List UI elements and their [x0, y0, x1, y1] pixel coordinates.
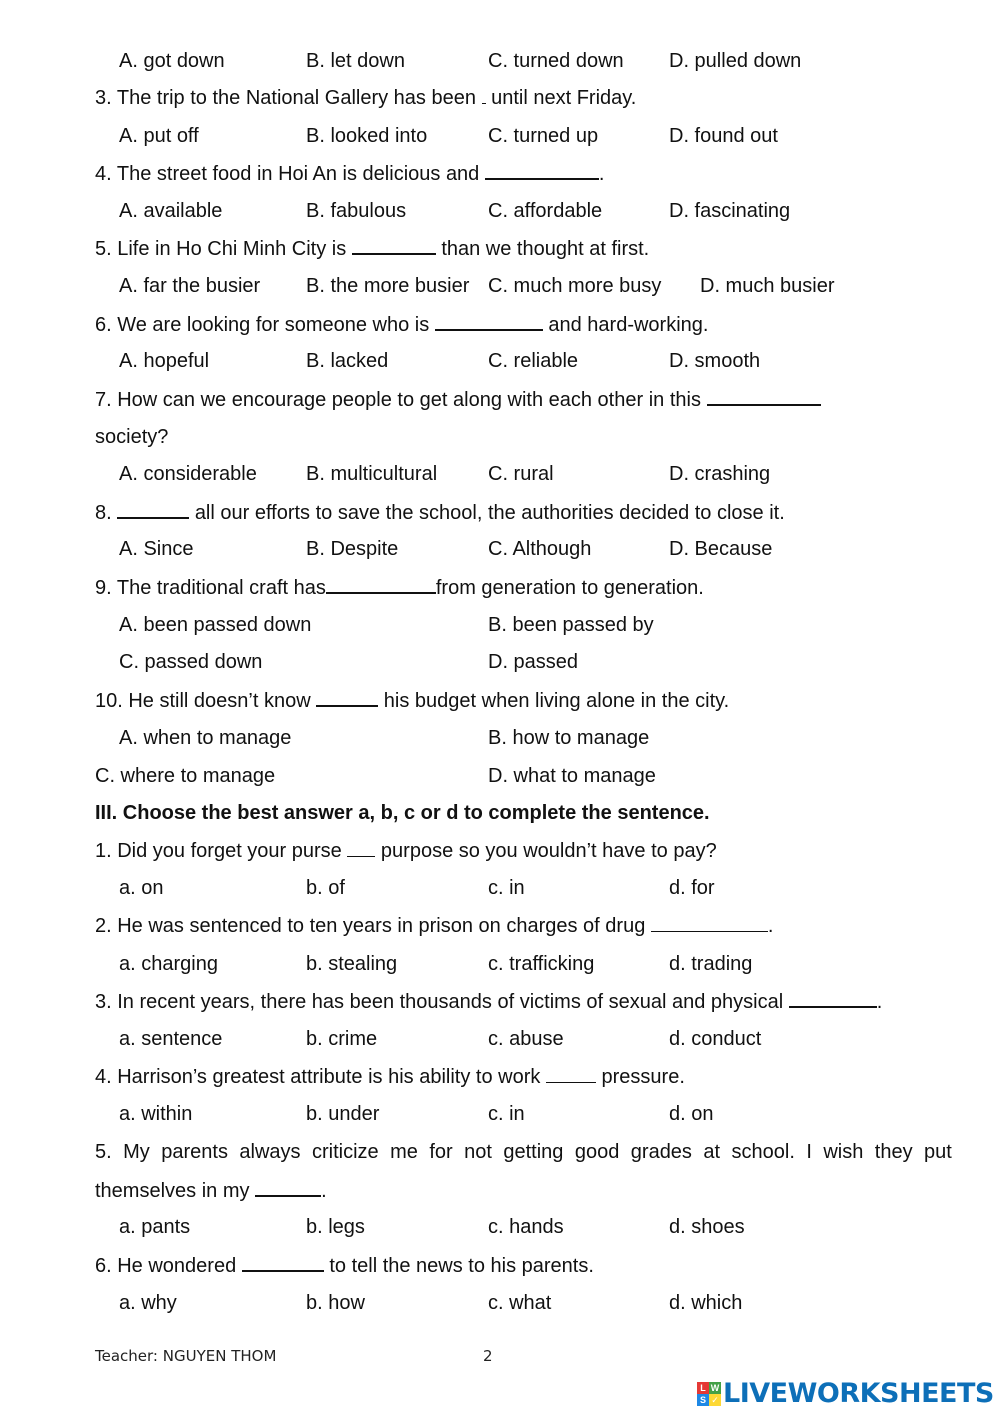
q6-text-pre: 6. We are looking for someone who is — [95, 314, 430, 336]
q10-answer-blank[interactable] — [316, 687, 378, 707]
q7-option-c: C. rural — [488, 463, 554, 485]
q5-option-c: C. much more busy — [488, 275, 662, 297]
q3-answer-blank[interactable] — [482, 85, 486, 104]
q5-answer-blank[interactable] — [352, 235, 436, 255]
q7-text-pre: 7. How can we encourage people to get along with each other in this — [95, 389, 701, 411]
s3-q2-option-c: c. trafficking — [488, 953, 595, 975]
q10-option-c: C. where to manage — [95, 765, 276, 787]
s3-q5-word: My — [123, 1141, 150, 1163]
s3-q6-text-post: to tell the news to his parents. — [329, 1255, 594, 1277]
q9-stem — [95, 574, 704, 601]
s3-q5-stem-continued — [95, 1177, 327, 1204]
q9-answer-blank[interactable] — [326, 574, 436, 594]
q5-text-pre: 5. Life in Ho Chi Minh City is — [95, 238, 347, 260]
q5-stem — [95, 235, 649, 262]
s3-q3-text-post: . — [876, 991, 883, 1013]
q8-option-b: B. Despite — [306, 538, 399, 560]
q8-option-d: D. Because — [669, 538, 773, 560]
s3-q5-option-d: d. shoes — [669, 1216, 745, 1238]
q4-text-post: . — [598, 163, 605, 185]
s3-q5-word: good — [574, 1141, 620, 1163]
q7-answer-blank[interactable] — [707, 386, 821, 406]
q10-option-a: A. when to manage — [119, 727, 292, 749]
s3-q2-option-a: a. charging — [119, 953, 218, 975]
s3-q3-text-pre: 3. In recent years, there has been thousands of victims of sexual and physical — [95, 991, 784, 1013]
q10-stem — [95, 687, 729, 714]
s3-q4-stem — [95, 1064, 685, 1090]
s3-q2-answer-blank[interactable] — [651, 913, 768, 932]
q6-answer-blank[interactable] — [435, 311, 543, 331]
s3-q4-option-c: c. in — [488, 1103, 525, 1125]
s3-q5-option-a: a. pants — [119, 1216, 191, 1238]
s3-q6-stem — [95, 1252, 594, 1279]
q2-option-c: C. turned down — [488, 50, 624, 72]
q3-stem — [95, 85, 636, 111]
q8-text-post: all our efforts to save the school, the authorities decided to close it. — [194, 502, 785, 524]
footer-teacher: Teacher: NGUYEN THOM — [95, 1347, 277, 1365]
s3-q5-word: put — [924, 1141, 952, 1163]
s3-q5-answer-blank[interactable] — [255, 1177, 321, 1197]
s3-q6-option-b: b. how — [306, 1292, 365, 1314]
s3-q6-answer-blank[interactable] — [242, 1252, 324, 1272]
q7-option-b: B. multicultural — [306, 463, 438, 485]
q3-option-c: C. turned up — [488, 125, 599, 147]
s3-q3-option-b: b. crime — [306, 1028, 378, 1050]
q9-option-c: C. passed down — [119, 651, 263, 673]
s3-q5-word: school. — [731, 1141, 795, 1163]
s3-q1-stem — [95, 838, 717, 864]
s3-q2-option-d: d. trading — [669, 953, 753, 975]
q3-text-post: until next Friday. — [491, 87, 637, 109]
s3-q1-option-d: d. for — [669, 877, 715, 899]
s3-q4-option-d: d. on — [669, 1103, 714, 1125]
q8-answer-blank[interactable] — [117, 499, 189, 519]
q6-option-b: B. lacked — [306, 350, 389, 372]
q3-text-pre: 3. The trip to the National Gallery has been — [95, 87, 476, 109]
q6-stem — [95, 311, 708, 338]
s3-q5-text-cont: themselves in my — [95, 1180, 250, 1202]
q2-option-b: B. let down — [306, 50, 405, 72]
s3-q4-option-a: a. within — [119, 1103, 193, 1125]
s3-q5-word: getting — [503, 1141, 564, 1163]
s3-q3-option-a: a. sentence — [119, 1028, 223, 1050]
s3-q1-text-pre: 1. Did you forget your purse — [95, 840, 342, 862]
q4-option-b: B. fabulous — [306, 200, 407, 222]
liveworksheets-wordmark: LIVEWORKSHEETS — [723, 1378, 994, 1409]
s3-q3-stem — [95, 988, 882, 1015]
q8-option-a: A. Since — [119, 538, 194, 560]
q8-stem — [95, 499, 785, 526]
q9-text-post: from generation to generation. — [435, 577, 704, 599]
s3-q2-stem — [95, 913, 773, 939]
liveworksheets-icon: L W S ✓ — [697, 1382, 721, 1406]
s3-q2-text-pre: 2. He was sentenced to ten years in prison on charges of drug — [95, 915, 646, 937]
q8-text-pre: 8. — [95, 502, 112, 524]
q5-text-post: than we thought at first. — [441, 238, 650, 260]
s3-q3-option-c: c. abuse — [488, 1028, 564, 1050]
q10-option-d: D. what to manage — [488, 765, 656, 787]
q6-option-c: C. reliable — [488, 350, 579, 372]
q7-option-a: A. considerable — [119, 463, 257, 485]
s3-q5-stem — [95, 1139, 952, 1165]
q8-option-c: C. Although — [488, 538, 592, 560]
q7-stem — [95, 386, 821, 413]
s3-q5-word: me — [390, 1141, 418, 1163]
s3-q4-answer-blank[interactable] — [546, 1064, 596, 1083]
s3-q5-word: 5. — [95, 1141, 112, 1163]
s3-q2-option-b: b. stealing — [306, 953, 398, 975]
q5-option-a: A. far the busier — [119, 275, 261, 297]
q3-option-d: D. found out — [669, 125, 778, 147]
s3-q5-option-c: c. hands — [488, 1216, 564, 1238]
s3-q2-text-post: . — [767, 915, 774, 937]
q9-option-b: B. been passed by — [488, 614, 654, 636]
s3-q5-word: they — [874, 1141, 913, 1163]
q10-text-post: his budget when living alone in the city. — [383, 690, 730, 712]
liveworksheets-logo[interactable] — [697, 1378, 994, 1409]
q3-option-a: A. put off — [119, 125, 199, 147]
q10-option-b: B. how to manage — [488, 727, 650, 749]
s3-q6-text-pre: 6. He wondered — [95, 1255, 237, 1277]
q5-option-d: D. much busier — [700, 275, 835, 297]
q6-text-post: and hard-working. — [548, 314, 709, 336]
q4-text-pre: 4. The street food in Hoi An is delicious and — [95, 163, 480, 185]
s3-q5-word: not — [464, 1141, 492, 1163]
s3-q6-option-a: a. why — [119, 1292, 177, 1314]
s3-q5-option-b: b. legs — [306, 1216, 365, 1238]
s3-q5-word: for — [429, 1141, 453, 1163]
s3-q6-option-c: c. what — [488, 1292, 552, 1314]
s3-q1-answer-blank[interactable] — [347, 838, 375, 857]
q7-stem-continued: society? — [95, 426, 169, 448]
q9-text-pre: 9. The traditional craft has — [95, 577, 326, 599]
q3-option-b: B. looked into — [306, 125, 428, 147]
section-3-heading: III. Choose the best answer a, b, c or d to complete the sentence. — [95, 802, 710, 824]
q6-option-d: D. smooth — [669, 350, 761, 372]
s3-q5-word: I — [806, 1141, 812, 1163]
q10-text-pre: 10. He still doesn’t know — [95, 690, 311, 712]
q5-option-b: B. the more busier — [306, 275, 470, 297]
q2-option-a: A. got down — [119, 50, 225, 72]
q4-stem — [95, 160, 604, 187]
q2-option-d: D. pulled down — [669, 50, 802, 72]
q9-option-a: A. been passed down — [119, 614, 312, 636]
s3-q5-text-post: . — [321, 1180, 327, 1202]
q7-option-d: D. crashing — [669, 463, 771, 485]
s3-q5-word: wish — [823, 1141, 864, 1163]
s3-q4-text-pre: 4. Harrison’s greatest attribute is his ability to work — [95, 1066, 541, 1088]
q4-option-d: D. fascinating — [669, 200, 791, 222]
s3-q6-option-d: d. which — [669, 1292, 743, 1314]
s3-q1-text-post: purpose so you wouldn’t have to pay? — [380, 840, 717, 862]
q6-option-a: A. hopeful — [119, 350, 210, 372]
s3-q4-option-b: b. under — [306, 1103, 380, 1125]
s3-q4-text-post: pressure. — [601, 1066, 685, 1088]
q9-option-d: D. passed — [488, 651, 579, 673]
s3-q1-option-b: b. of — [306, 877, 345, 899]
s3-q5-word: at — [703, 1141, 721, 1163]
s3-q1-option-c: c. in — [488, 877, 525, 899]
q4-answer-blank[interactable] — [485, 160, 599, 180]
q4-option-a: A. available — [119, 200, 223, 222]
s3-q5-word: criticize — [311, 1141, 379, 1163]
s3-q5-word: grades — [630, 1141, 692, 1163]
s3-q5-word: always — [239, 1141, 301, 1163]
s3-q3-option-d: d. conduct — [669, 1028, 762, 1050]
footer-page-number: 2 — [483, 1347, 493, 1365]
s3-q3-answer-blank[interactable] — [789, 988, 877, 1008]
q4-option-c: C. affordable — [488, 200, 603, 222]
s3-q1-option-a: a. on — [119, 877, 164, 899]
s3-q5-word: parents — [161, 1141, 228, 1163]
